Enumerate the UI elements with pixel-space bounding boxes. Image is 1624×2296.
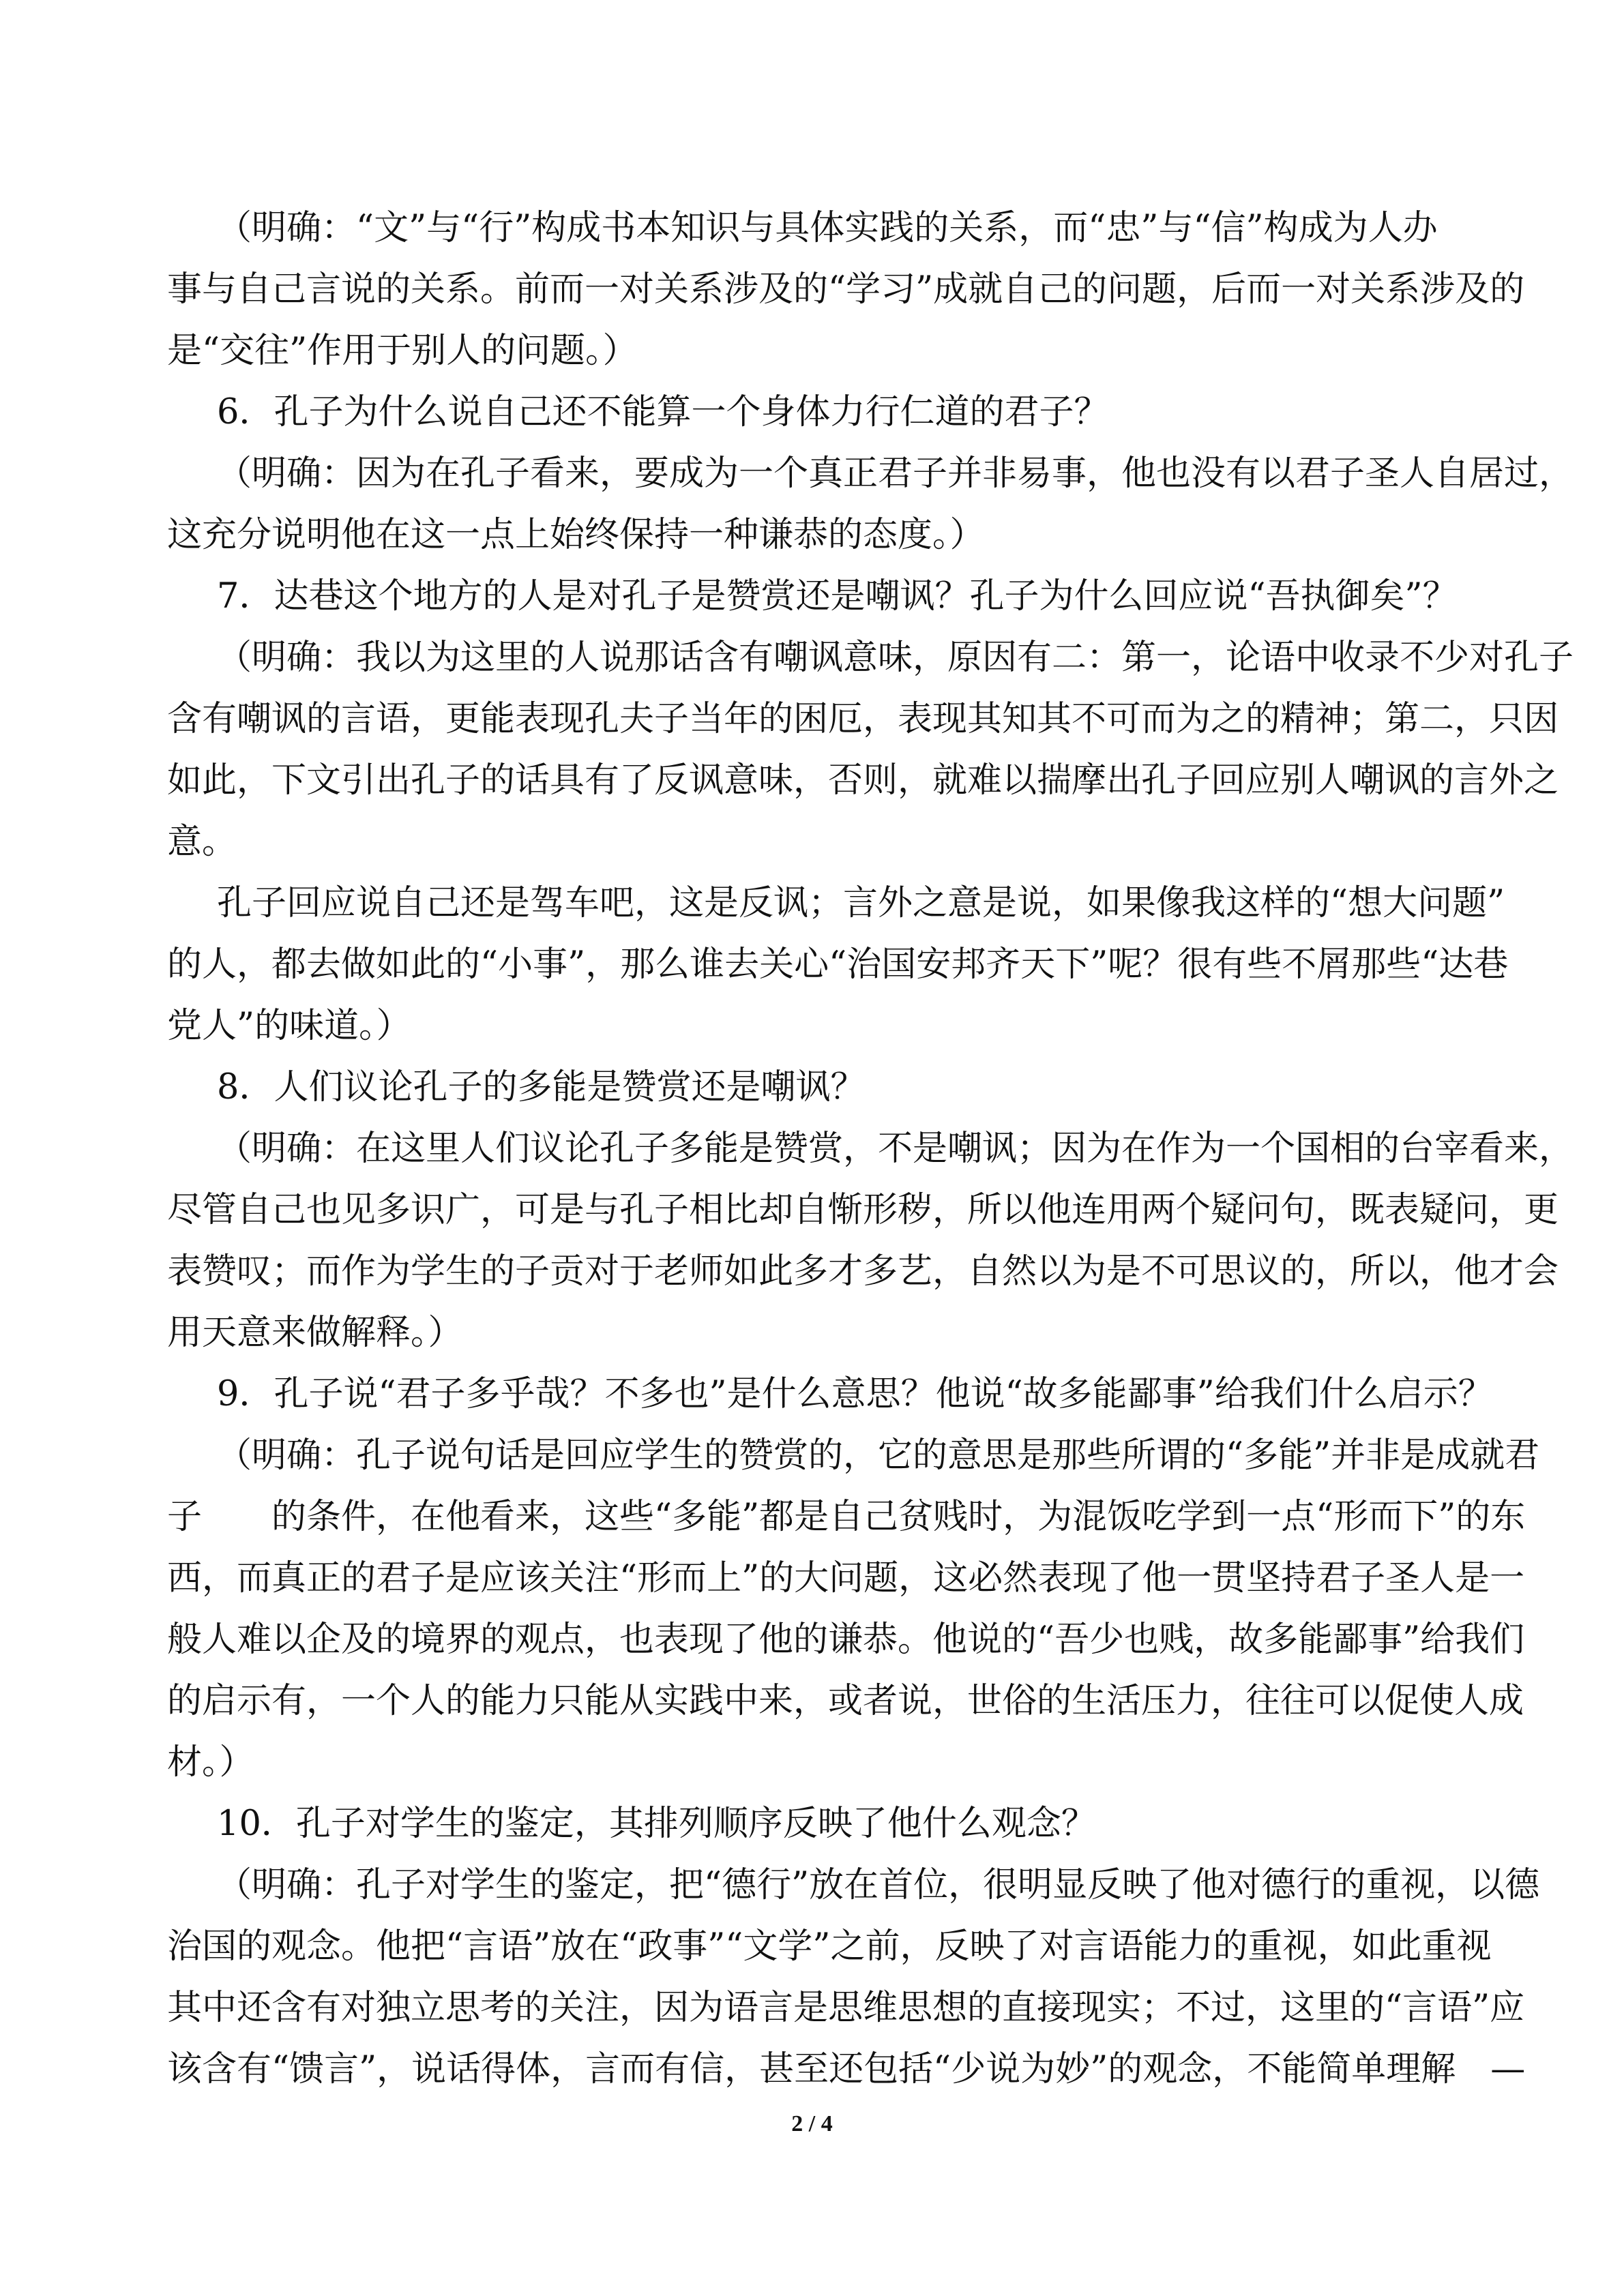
text-line: 事与自己言说的关系。前而一对关系涉及的“学习”成就自己的问题，后而一对关系涉及的 bbox=[167, 269, 1525, 310]
text-line: （明确：因为在孔子看来，要成为一个真正君子并非易事，他也没有以君子圣人自居过， bbox=[217, 453, 1574, 494]
page-number: 2 / 4 bbox=[791, 2111, 833, 2136]
text-line: （明确：我以为这里的人说那话含有嘲讽意味，原因有二：第一，论语中收录不少对孔子 bbox=[217, 638, 1574, 678]
text-line: 西，而真正的君子是应该关注“形而上”的大问题，这必然表现了他一贯坚持君子圣人是一 bbox=[167, 1558, 1525, 1598]
question-10: 10．孔子对学生的鉴定，其排列顺序反映了他什么观念？ bbox=[217, 1804, 1096, 1844]
text-line: （明确：孔子说句话是回应学生的赞赏的，它的意思是那些所谓的“多能”并非是成就君 bbox=[217, 1435, 1540, 1476]
question-6: 6．孔子为什么说自己还不能算一个身体力行仁道的君子？ bbox=[217, 392, 1109, 432]
text-line: 材。） bbox=[167, 1742, 254, 1783]
text-line: 表赞叹；而作为学生的子贡对于老师如此多才多艺，自然以为是不可思议的，所以，他才会 bbox=[167, 1251, 1559, 1292]
text-line: （明确：孔子对学生的鉴定，把“德行”放在首位，很明显反映了他对德行的重视，以德 bbox=[217, 1865, 1540, 1905]
text-line: 用天意来做解释。） bbox=[167, 1313, 463, 1353]
text-line: 子 的条件，在他看来，这些“多能”都是自己贫贱时，为混饭吃学到一点“形而下”的东 bbox=[167, 1497, 1526, 1537]
text-line: 的启示有，一个人的能力只能从实践中来，或者说，世俗的生活压力，往往可以促使人成 bbox=[167, 1681, 1524, 1721]
text-line: 是“交往”作用于别人的问题。） bbox=[167, 331, 638, 371]
question-8: 8．人们议论孔子的多能是赞赏还是嘲讽？ bbox=[217, 1067, 866, 1107]
text-line: （明确：在这里人们议论孔子多能是赞赏，不是嘲讽；因为在作为一个国相的台宰看来， bbox=[217, 1129, 1574, 1169]
text-line: 治国的观念。他把“言语”放在“政事”“文学”之前，反映了对言语能力的重视，如此重视 bbox=[167, 1926, 1492, 1967]
text-line: （明确：“文”与“行”构成书本知识与具体实践的关系，而“忠”与“信”构成为人办 bbox=[217, 208, 1438, 248]
text-line: 该含有“馈言”，说话得体，言而有信，甚至还包括“少说为妙”的观念，不能简单理解 — bbox=[167, 2049, 1526, 2089]
text-line: 的人，都去做如此的“小事”，那么谁去关心“治国安邦齐天下”呢？很有些不屑那些“达巷 bbox=[167, 944, 1509, 985]
text-line: 尽管自己也见多识广，可是与孔子相比却自惭形秽，所以他连用两个疑问句，既表疑问，更 bbox=[167, 1190, 1559, 1230]
text-line: 含有嘲讽的言语，更能表现孔夫子当年的困厄，表现其知其不可而为之的精神；第二，只因 bbox=[167, 699, 1559, 739]
document-body bbox=[167, 198, 1574, 2100]
question-7: 7．达巷这个地方的人是对孔子是赞赏还是嘲讽？孔子为什么回应说“吾执御矣”？ bbox=[217, 576, 1458, 616]
question-9: 9．孔子说“君子多乎哉？不多也”是什么意思？他说“故多能鄙事”给我们什么启示？ bbox=[217, 1374, 1493, 1414]
text-line: 党人”的味道。） bbox=[167, 1006, 411, 1046]
text-line: 这充分说明他在这一点上始终保持一种谦恭的态度。） bbox=[167, 515, 985, 555]
text-line: 孔子回应说自己还是驾车吧，这是反讽；言外之意是说，如果像我这样的“想大问题” bbox=[217, 883, 1505, 923]
text-line: 其中还含有对独立思考的关注，因为语言是思维思想的直接现实；不过，这里的“言语”应 bbox=[167, 1988, 1525, 2028]
text-line: 意。 bbox=[167, 822, 237, 862]
text-line: 般人难以企及的境界的观点，也表现了他的谦恭。他说的“吾少也贱，故多能鄙事”给我们 bbox=[167, 1620, 1525, 1660]
text-line: 如此，下文引出孔子的话具有了反讽意味，否则，就难以揣摩出孔子回应别人嘲讽的言外之 bbox=[167, 760, 1559, 801]
